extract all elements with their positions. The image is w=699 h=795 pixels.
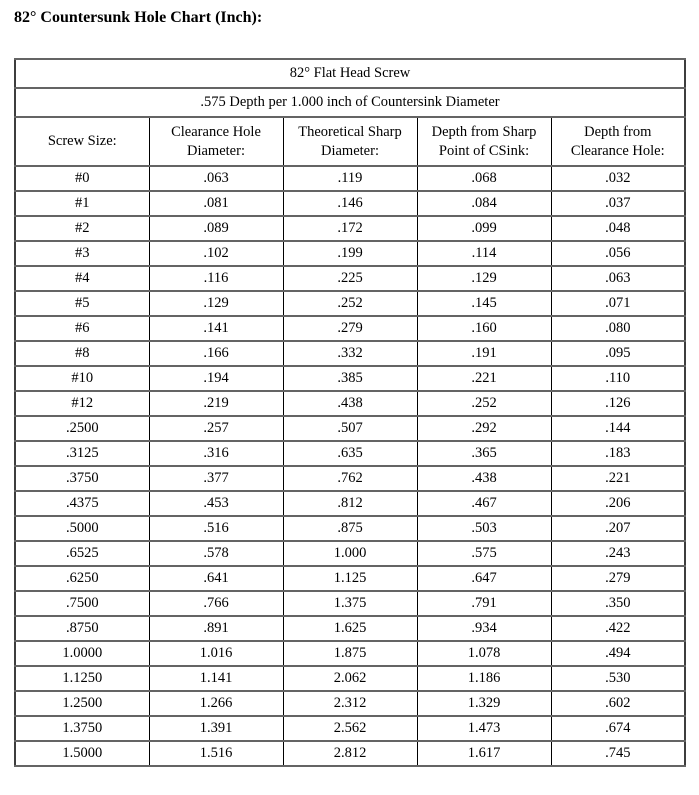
table-row: [15, 516, 685, 541]
screw-size-cell: #8: [15, 341, 149, 366]
value-cell: 1.625: [283, 616, 417, 641]
value-cell: .602: [551, 691, 685, 716]
screw-size-cell: #1: [15, 191, 149, 216]
screw-size-cell: .3750: [15, 466, 149, 491]
table-row: [15, 316, 685, 341]
column-header-screw-size: Screw Size:: [15, 117, 149, 166]
screw-size-cell: 1.0000: [15, 641, 149, 666]
countersunk-hole-chart-table: [14, 58, 686, 767]
value-cell: .257: [149, 416, 283, 441]
value-cell: .080: [551, 316, 685, 341]
value-cell: .292: [417, 416, 551, 441]
value-cell: .578: [149, 541, 283, 566]
value-cell: .494: [551, 641, 685, 666]
value-cell: 2.812: [283, 741, 417, 766]
value-cell: .199: [283, 241, 417, 266]
screw-size-cell: #12: [15, 391, 149, 416]
table-row: [15, 691, 685, 716]
value-cell: .316: [149, 441, 283, 466]
value-cell: .144: [551, 416, 685, 441]
screw-size-cell: .2500: [15, 416, 149, 441]
value-cell: .099: [417, 216, 551, 241]
table-row: [15, 266, 685, 291]
screw-size-cell: 1.5000: [15, 741, 149, 766]
value-cell: .114: [417, 241, 551, 266]
value-cell: .145: [417, 291, 551, 316]
value-cell: .875: [283, 516, 417, 541]
screw-size-cell: .6250: [15, 566, 149, 591]
table-row: [15, 716, 685, 741]
screw-size-cell: .7500: [15, 591, 149, 616]
value-cell: 1.016: [149, 641, 283, 666]
value-cell: 1.473: [417, 716, 551, 741]
screw-size-cell: #2: [15, 216, 149, 241]
value-cell: .252: [283, 291, 417, 316]
value-cell: .063: [149, 166, 283, 191]
table-row: [15, 366, 685, 391]
column-header-row: [15, 117, 685, 166]
value-cell: .063: [551, 266, 685, 291]
value-cell: 1.078: [417, 641, 551, 666]
screw-size-cell: #10: [15, 366, 149, 391]
value-cell: .934: [417, 616, 551, 641]
value-cell: .183: [551, 441, 685, 466]
table-row: [15, 441, 685, 466]
value-cell: .365: [417, 441, 551, 466]
column-header-depth-from-clearance-hole: Depth from Clearance Hole:: [551, 117, 685, 166]
table-row: [15, 416, 685, 441]
value-cell: .745: [551, 741, 685, 766]
value-cell: .048: [551, 216, 685, 241]
table-subtitle: .575 Depth per 1.000 inch of Countersink Diameter: [15, 88, 685, 117]
value-cell: 2.312: [283, 691, 417, 716]
value-cell: .641: [149, 566, 283, 591]
value-cell: .095: [551, 341, 685, 366]
column-header-depth-from-sharp-point: Depth from Sharp Point of CSink:: [417, 117, 551, 166]
value-cell: .119: [283, 166, 417, 191]
value-cell: .332: [283, 341, 417, 366]
table-row: [15, 666, 685, 691]
value-cell: .089: [149, 216, 283, 241]
screw-size-cell: #4: [15, 266, 149, 291]
column-header-clearance-hole-diameter: Clearance Hole Diameter:: [149, 117, 283, 166]
value-cell: .129: [149, 291, 283, 316]
value-cell: 1.125: [283, 566, 417, 591]
value-cell: .516: [149, 516, 283, 541]
value-cell: .438: [283, 391, 417, 416]
table-row: [15, 566, 685, 591]
value-cell: .674: [551, 716, 685, 741]
table-row: [15, 616, 685, 641]
value-cell: .071: [551, 291, 685, 316]
screw-size-cell: #3: [15, 241, 149, 266]
screw-size-cell: .6525: [15, 541, 149, 566]
value-cell: .084: [417, 191, 551, 216]
table-row: [15, 591, 685, 616]
value-cell: .191: [417, 341, 551, 366]
screw-size-cell: .5000: [15, 516, 149, 541]
table-row: [15, 166, 685, 191]
value-cell: .141: [149, 316, 283, 341]
table-title-row: [15, 59, 685, 88]
table-row: [15, 241, 685, 266]
value-cell: 1.186: [417, 666, 551, 691]
value-cell: 1.266: [149, 691, 283, 716]
value-cell: .206: [551, 491, 685, 516]
value-cell: 1.141: [149, 666, 283, 691]
value-cell: .219: [149, 391, 283, 416]
screw-size-cell: .4375: [15, 491, 149, 516]
value-cell: .081: [149, 191, 283, 216]
value-cell: .575: [417, 541, 551, 566]
value-cell: .037: [551, 191, 685, 216]
value-cell: .507: [283, 416, 417, 441]
value-cell: .207: [551, 516, 685, 541]
value-cell: .221: [551, 466, 685, 491]
value-cell: .438: [417, 466, 551, 491]
value-cell: .891: [149, 616, 283, 641]
value-cell: 1.617: [417, 741, 551, 766]
value-cell: 1.391: [149, 716, 283, 741]
table-row: [15, 391, 685, 416]
table-row: [15, 541, 685, 566]
value-cell: 1.375: [283, 591, 417, 616]
value-cell: .635: [283, 441, 417, 466]
value-cell: .279: [283, 316, 417, 341]
table-row: [15, 216, 685, 241]
value-cell: .453: [149, 491, 283, 516]
value-cell: .812: [283, 491, 417, 516]
value-cell: .102: [149, 241, 283, 266]
value-cell: 1.000: [283, 541, 417, 566]
value-cell: .467: [417, 491, 551, 516]
screw-size-cell: #5: [15, 291, 149, 316]
value-cell: .225: [283, 266, 417, 291]
value-cell: 1.329: [417, 691, 551, 716]
table-row: [15, 341, 685, 366]
screw-size-cell: #0: [15, 166, 149, 191]
value-cell: .221: [417, 366, 551, 391]
table-title: 82° Flat Head Screw: [15, 59, 685, 88]
page-title: 82° Countersunk Hole Chart (Inch):: [14, 9, 263, 26]
value-cell: .243: [551, 541, 685, 566]
value-cell: .068: [417, 166, 551, 191]
screw-size-cell: #6: [15, 316, 149, 341]
table-row: [15, 191, 685, 216]
table-row: [15, 641, 685, 666]
value-cell: .503: [417, 516, 551, 541]
value-cell: 2.062: [283, 666, 417, 691]
value-cell: .647: [417, 566, 551, 591]
value-cell: .530: [551, 666, 685, 691]
value-cell: 2.562: [283, 716, 417, 741]
table-row: [15, 491, 685, 516]
value-cell: .766: [149, 591, 283, 616]
value-cell: .350: [551, 591, 685, 616]
value-cell: .172: [283, 216, 417, 241]
value-cell: .146: [283, 191, 417, 216]
value-cell: .194: [149, 366, 283, 391]
value-cell: .032: [551, 166, 685, 191]
screw-size-cell: 1.3750: [15, 716, 149, 741]
value-cell: .377: [149, 466, 283, 491]
value-cell: .129: [417, 266, 551, 291]
value-cell: .762: [283, 466, 417, 491]
value-cell: .252: [417, 391, 551, 416]
column-header-theoretical-sharp-diameter: Theoretical Sharp Diameter:: [283, 117, 417, 166]
value-cell: 1.516: [149, 741, 283, 766]
value-cell: .110: [551, 366, 685, 391]
screw-size-cell: .8750: [15, 616, 149, 641]
screw-size-cell: 1.2500: [15, 691, 149, 716]
table-row: [15, 466, 685, 491]
value-cell: .422: [551, 616, 685, 641]
value-cell: .116: [149, 266, 283, 291]
table-subtitle-row: [15, 88, 685, 117]
value-cell: .791: [417, 591, 551, 616]
value-cell: .166: [149, 341, 283, 366]
screw-size-cell: .3125: [15, 441, 149, 466]
value-cell: .279: [551, 566, 685, 591]
screw-size-cell: 1.1250: [15, 666, 149, 691]
value-cell: .160: [417, 316, 551, 341]
table-row: [15, 741, 685, 766]
value-cell: .385: [283, 366, 417, 391]
value-cell: .056: [551, 241, 685, 266]
value-cell: .126: [551, 391, 685, 416]
table-row: [15, 291, 685, 316]
value-cell: 1.875: [283, 641, 417, 666]
